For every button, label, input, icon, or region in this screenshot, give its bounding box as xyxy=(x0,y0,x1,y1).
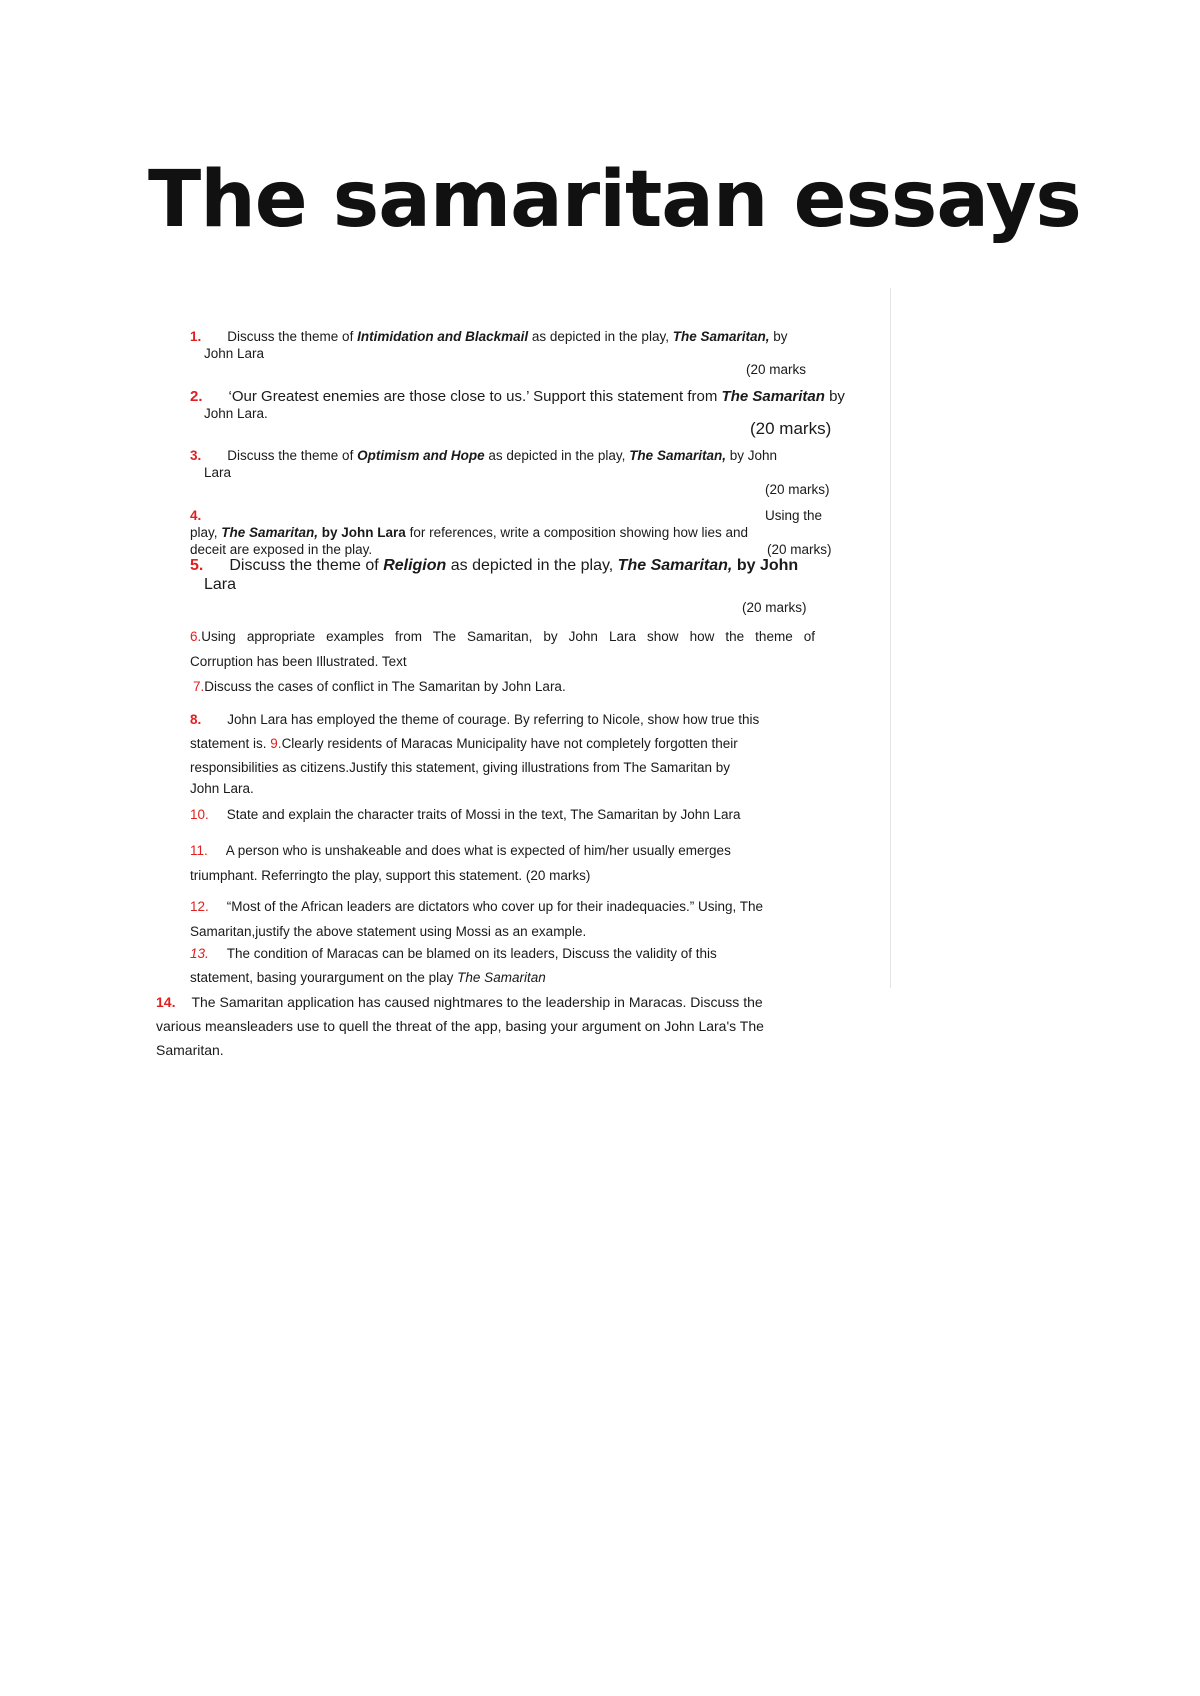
question-number: 12. xyxy=(190,899,209,914)
question-8: 8. John Lara has employed the theme of courage. By referring to Nicole, show how true this statement is. 9.Clearly residents of Maracas Municipality have not completely forgotten their responsibilities as citizens.Justify this statement, giving illustrations from The Samaritan by John Lara. xyxy=(190,712,760,796)
question-2: 2. ‘Our Greatest enemies are those close to us.’ Support this statement from The Samaritan by John Lara. xyxy=(190,388,845,421)
question-number: 7. xyxy=(193,679,205,694)
question-13: 13. The condition of Maracas can be blamed on its leaders, Discuss the validity of this statement, basing yourargument on the play The Samaritan xyxy=(190,946,717,985)
page-title: The samaritan essays xyxy=(148,155,1081,245)
marks-label: (20 marks) xyxy=(767,542,832,557)
question-number: 2. xyxy=(190,388,203,405)
question-number: 6. xyxy=(190,629,202,644)
question-number: 4. xyxy=(190,508,202,523)
question-4: 4. Using the play, The Samaritan, by John Lara for references, write a composition showing how lies and deceit are exposed in the play. (20 marks) xyxy=(190,508,832,557)
question-number: 8. xyxy=(190,712,202,727)
question-7: 7.Discuss the cases of conflict in The Samaritan by John Lara. xyxy=(193,679,566,694)
question-14: 14. The Samaritan application has caused nightmares to the leadership in Maracas. Discuss the various meansleaders use to quell the threat of the app, basing your argument on John Lara's The Samaritan. xyxy=(156,994,764,1058)
question-11: 11. A person who is unshakeable and does what is expected of him/her usually emerges triumphant. Referringto the play, support this statement. (20 marks) xyxy=(190,843,731,883)
marks-label: (20 marks xyxy=(746,362,807,377)
question-number: 14. xyxy=(156,994,176,1010)
question-number: 1. xyxy=(190,329,202,344)
question-number: 3. xyxy=(190,448,202,463)
marks-label: (20 marks) xyxy=(750,419,832,438)
column-divider xyxy=(890,288,891,988)
question-number: 5. xyxy=(190,557,204,574)
question-number-9: 9. xyxy=(270,736,282,751)
question-number: 10. xyxy=(190,807,209,822)
question-3: 3. Discuss the theme of Optimism and Hope as depicted in the play, The Samaritan, by John Lara xyxy=(190,448,778,480)
question-10: 10. State and explain the character traits of Mossi in the text, The Samaritan by John Lara xyxy=(190,807,741,822)
question-6: 6.Using appropriate examples from The Samaritan, by John Lara show how the theme of Corruption has been Illustrated. Text xyxy=(190,629,815,669)
question-12: 12. “Most of the African leaders are dictators who cover up for their inadequacies.” Using, The Samaritan,justify the above statement using Mossi as an example. xyxy=(190,899,764,939)
marks-label: (20 marks) xyxy=(742,600,807,615)
question-number: 13. xyxy=(190,946,209,961)
question-5: 5. Discuss the theme of Religion as depicted in the play, The Samaritan, by John Lara xyxy=(190,557,799,593)
question-number: 11. xyxy=(190,843,208,858)
marks-label: (20 marks) xyxy=(765,482,830,497)
question-1: 1. Discuss the theme of Intimidation and Blackmail as depicted in the play, The Samaritan, by John Lara xyxy=(190,329,788,361)
